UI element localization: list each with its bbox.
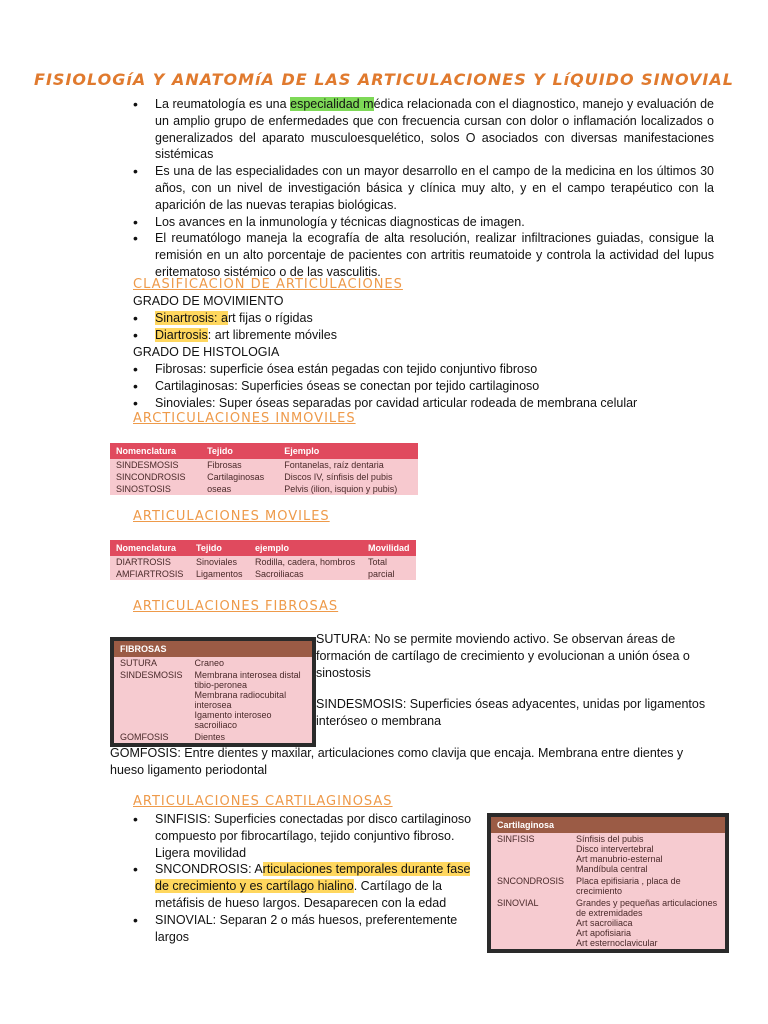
sindesmosis-paragraph: SINDESMOSIS: Superficies óseas adyacentes, unidas por ligamentos interóseo o membrana xyxy=(316,697,706,728)
movimiento-list xyxy=(133,310,693,344)
histologia-item: • Cartilaginosas: Superficies óseas se conectan por tejido cartilaginoso xyxy=(133,378,713,395)
cartilaginosas-table xyxy=(491,817,725,949)
section-heading-moviles: ARTICULACIONES MOVILES xyxy=(133,509,330,524)
table-header: Cartilaginosa xyxy=(491,817,725,833)
highlight: especialidad m xyxy=(290,97,374,111)
table-row: SINDESMOSIS Fibrosas Fontanelas, raíz dentaria xyxy=(110,459,418,471)
table-row: SUTURA Craneo xyxy=(114,657,312,669)
table-header: Nomenclatura xyxy=(110,443,201,459)
table-row: SINCONDROSIS Cartilaginosas Discos IV, sínfisis del pubis xyxy=(110,471,418,483)
histologia-list xyxy=(133,361,713,411)
section-heading-fibrosas: ARTICULACIONES FIBROSAS xyxy=(133,599,339,614)
cartilaginosas-table-image xyxy=(487,813,729,953)
section-heading-inmoviles: ARCTICULACIONES INMOVILES xyxy=(133,411,356,426)
gomfosis-paragraph: GOMFOSIS: Entre dientes y maxilar, articulaciones como clavija que encaja. Membrana entre dientes y hueso ligamento periodontal xyxy=(110,746,684,777)
table-row: AMFIARTROSIS Ligamentos Sacroiliacas parcial xyxy=(110,568,416,580)
inmoviles-table xyxy=(110,443,418,495)
intro-bullet: • Es una de las especialidades con un mayor desarrollo en el campo de la medicina en los últimos 30 años, con un nivel de investigación básica y clínica muy alto, y en el campo terapéutico con la aparición de las nuevas terapias biológicas. xyxy=(133,163,714,213)
table-row: SINOVIAL Grandes y pequeñas articulaciones de extremidades Art sacroiliaca Art apofisiaria Art esternoclavicular xyxy=(491,897,725,949)
moviles-table xyxy=(110,540,416,580)
cartilaginosas-item: • SINOVIAL: Separan 2 o más huesos, preferentemente largos xyxy=(133,912,478,946)
table-header: Tejido xyxy=(201,443,278,459)
intro-bullet: • La reumatología es una especialidad médica relacionada con el diagnostico, manejo y evaluación de un amplio grupo de enfermedades que con frecuencia cursan con dolor o inflamación localizados o generalizados del aparato musculoesquelético, solos O asociados con diversas manifestaciones sistémicas xyxy=(133,96,714,163)
section-heading-cartilaginosas: ARTICULACIONES CARTILAGINOSAS xyxy=(133,794,393,809)
grado-histologia-label: GRADO DE HISTOLOGIA xyxy=(133,345,280,359)
table-row: SINOSTOSIS oseas Pelvis (ilion, isquion y pubis) xyxy=(110,483,418,495)
fibrosas-table xyxy=(114,641,312,743)
page-title: FISIOLOGíA Y ANATOMíA DE LAS ARTICULACIONES Y LíQUIDO SINOVIAL xyxy=(34,70,734,89)
inmoviles-table-image xyxy=(110,443,418,495)
table-row: SINDESMOSIS Membrana interosea distal tibio-peronea Membrana radiocubital interosea Igamento interoseo sacroiliaco xyxy=(114,669,312,731)
cartilaginosas-item: • SINFISIS: Superficies conectadas por disco cartilaginoso compuesto por fibrocartílago, tejido conjuntivo fibroso. Ligera movilidad xyxy=(133,811,478,861)
grado-movimiento-label: GRADO DE MOVIMIENTO xyxy=(133,294,284,308)
table-header: Movilidad xyxy=(362,540,416,556)
intro-bullet: • El reumatólogo maneja la ecografía de alta resolución, realizar infiltraciones guiadas, consigue la remisión en un alto porcentaje de pacientes con artritis reumatoide y controla la actividad del lupus eritematoso sistémico o de las vasculitis. xyxy=(133,230,714,280)
movimiento-item: • Sinartrosis: art fijas o rígidas xyxy=(133,310,693,327)
sutura-paragraph: SUTURA: No se permite moviendo activo. Se observan áreas de formación de cartílago de crecimiento y evolucionan a unión ósea o sinostosis xyxy=(316,632,690,680)
table-row: SINFISIS Sínfisis del pubis Disco intervertebral Art manubrio-esternal Mandíbula central xyxy=(491,833,725,875)
table-header: Nomenclatura xyxy=(110,540,190,556)
highlight: rticulaciones temporales durante fase de crecimiento y es cartílago hialino xyxy=(155,862,471,894)
table-header: Ejemplo xyxy=(278,443,418,459)
histologia-item: • Sinoviales: Super óseas separadas por cavidad articular rodeada de membrana celular xyxy=(133,395,713,412)
intro-list xyxy=(133,96,714,281)
cartilaginosas-item: • SNCONDROSIS: Articulaciones temporales durante fase de crecimiento y es cartílago hialino. Cartílago de la metáfisis de hueso largos. Desaparecen con la edad xyxy=(133,861,478,911)
table-row: DIARTROSIS Sinoviales Rodilla, cadera, hombros Total xyxy=(110,556,416,568)
intro-bullet: • Los avances en la inmunología y técnicas diagnosticas de imagen. xyxy=(133,214,714,231)
table-row: GOMFOSIS Dientes xyxy=(114,731,312,743)
moviles-table-image xyxy=(110,540,416,580)
table-row: SNCONDROSIS Placa epifisiaria , placa de crecimiento xyxy=(491,875,725,897)
histologia-item: • Fibrosas: superficie ósea están pegadas con tejido conjuntivo fibroso xyxy=(133,361,713,378)
fibrosas-table-image xyxy=(110,637,316,747)
table-header: ejemplo xyxy=(249,540,362,556)
movimiento-item: • Diartrosis: art libremente móviles xyxy=(133,327,693,344)
cartilaginosas-list xyxy=(133,811,478,945)
section-heading-clasificacion: CLASIFICACION DE ARTICULACIONES xyxy=(133,277,403,292)
table-header: Tejido xyxy=(190,540,249,556)
table-header: FIBROSAS xyxy=(114,641,312,657)
